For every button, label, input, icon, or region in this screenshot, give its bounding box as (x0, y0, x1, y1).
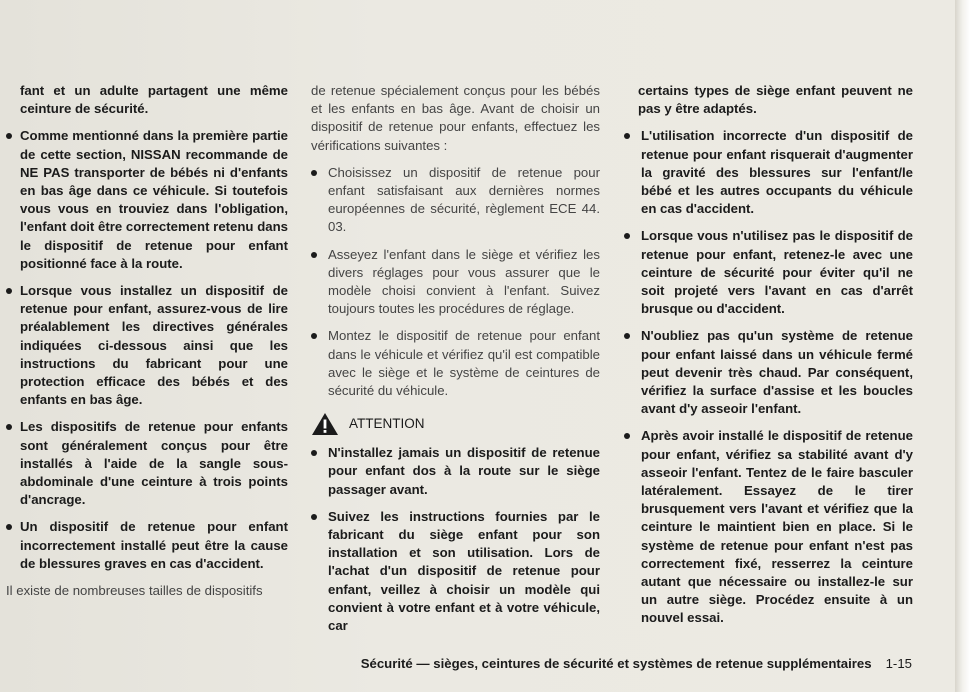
list-item: N'oubliez pas qu'un système de retenue pour enfant laissé dans un véhicule fermé peut devenir très chaud. Par conséquent, vérifiez la surface d'assise et les boucles avant d'y asseoir l'enfant. (624, 327, 913, 418)
page-number: 1-15 (885, 656, 912, 671)
bullet-icon (311, 333, 317, 339)
attention-heading (311, 412, 600, 436)
list-item: Les dispositifs de retenue pour enfants sont généralement conçus pour être installés à l'aide de la sangle sous-abdominale d'une ceinture à trois points d'ancrage. (6, 418, 288, 509)
list-item: Comme mentionné dans la première partie de cette section, NISSAN recommande de NE PAS transporter de bébés ni d'enfants en bas âge dans ce véhicule. Si toutefois vous vous en trouviez dans l'obligation, l'enfant doit être correctement retenu dans le dispositif de retenue pour enfant positionné face à la route. (6, 127, 288, 273)
bullet-icon (311, 170, 317, 176)
column-left (6, 82, 288, 600)
bullet-icon (624, 433, 630, 439)
bullet-icon (6, 424, 12, 430)
bullet-icon (6, 288, 12, 294)
column-middle (311, 82, 600, 644)
list-item: Asseyez l'enfant dans le siège et vérifiez les divers réglages pour vous assurer que le modèle choisi convient à l'enfant. Suivez toujours toutes les procédures de réglage. (311, 246, 600, 319)
bullet-icon (624, 333, 630, 339)
bullet-icon (311, 252, 317, 258)
paragraph-intro: de retenue spécialement conçus pour les bébés et les enfants en bas âge. Avant de choisir un dispositif de retenue pour enfants, effectuez les vérifications suivantes : (311, 83, 600, 153)
page-footer (340, 656, 912, 671)
bullet-icon (6, 524, 12, 530)
warning-list-item: Suivez les instructions fournies par le fabricant du siège enfant pour son installation et son utilisation. Lors de l'achat d'un dispositif de retenue pour enfant, veillez à choisir un modèle qui convient à votre enfant et à votre véhicule, car (311, 508, 600, 635)
bullet-icon (311, 514, 317, 520)
list-item: Lorsque vous n'utilisez pas le dispositif de retenue pour enfant, retenez-le avec une ceinture de sécurité pour éviter qu'il ne soit projeté vers l'avant en cas d'arrêt brusque ou d'accident. (624, 227, 913, 318)
warning-list-item: N'installez jamais un dispositif de retenue pour enfant dos à la route sur le siège passager avant. (311, 444, 600, 499)
attention-label: ATTENTION (349, 416, 425, 432)
list-item: Choisissez un dispositif de retenue pour enfant satisfaisant aux dernières normes européennes de sécurité, règlement ECE 44. 03. (311, 164, 600, 237)
page-edge (955, 0, 970, 692)
bullet-icon (624, 233, 630, 239)
list-item: Un dispositif de retenue pour enfant incorrectement installé peut être la cause de blessures graves en cas d'accident. (6, 518, 288, 573)
list-item: L'utilisation incorrecte d'un dispositif de retenue pour enfant risquerait d'augmenter la gravité des blessures sur l'enfant/le bébé et les autres occupants du véhicule en cas d'accident. (624, 127, 913, 218)
paragraph-continuation: fant et un adulte partagent une même ceinture de sécurité. (20, 83, 288, 117)
list-item: Lorsque vous installez un dispositif de retenue pour enfant, assurez-vous de lire préalablement les directives générales indiquées ci-dessous ainsi que les instructions du fabricant pour une protection efficace des bébés et des enfants en bas âge. (6, 282, 288, 409)
footer-section-title: Sécurité — sièges, ceintures de sécurité et systèmes de retenue supplémentaires (360, 656, 872, 671)
list-item: Montez le dispositif de retenue pour enfant dans le véhicule et vérifiez qu'il est compatible avec le siège et le système de ceintures de sécurité du véhicule. (311, 327, 600, 400)
bullet-icon (311, 450, 317, 456)
bullet-icon (6, 133, 12, 139)
paragraph-outro: Il existe de nombreuses tailles de dispositifs (6, 583, 263, 599)
list-item: Après avoir installé le dispositif de retenue pour enfant, vérifiez sa stabilité avant d'y asseoir l'enfant. Tentez de le faire basculer latéralement. Essayez de le tirer brusquement vers l'avant et vérifiez que la ceinture le maintient bien en place. Si le système de retenue pour enfant n'est pas correctement fixé, resserrez la ceinture autant que nécessaire ou installez-le sur un autre siège. Procédez ensuite à un nouvel essai. (624, 427, 913, 627)
paragraph-continuation: certains types de siège enfant peuvent ne pas y être adaptés. (638, 83, 913, 117)
column-right (624, 82, 913, 637)
warning-triangle-icon (311, 412, 339, 436)
bullet-icon (624, 133, 630, 139)
